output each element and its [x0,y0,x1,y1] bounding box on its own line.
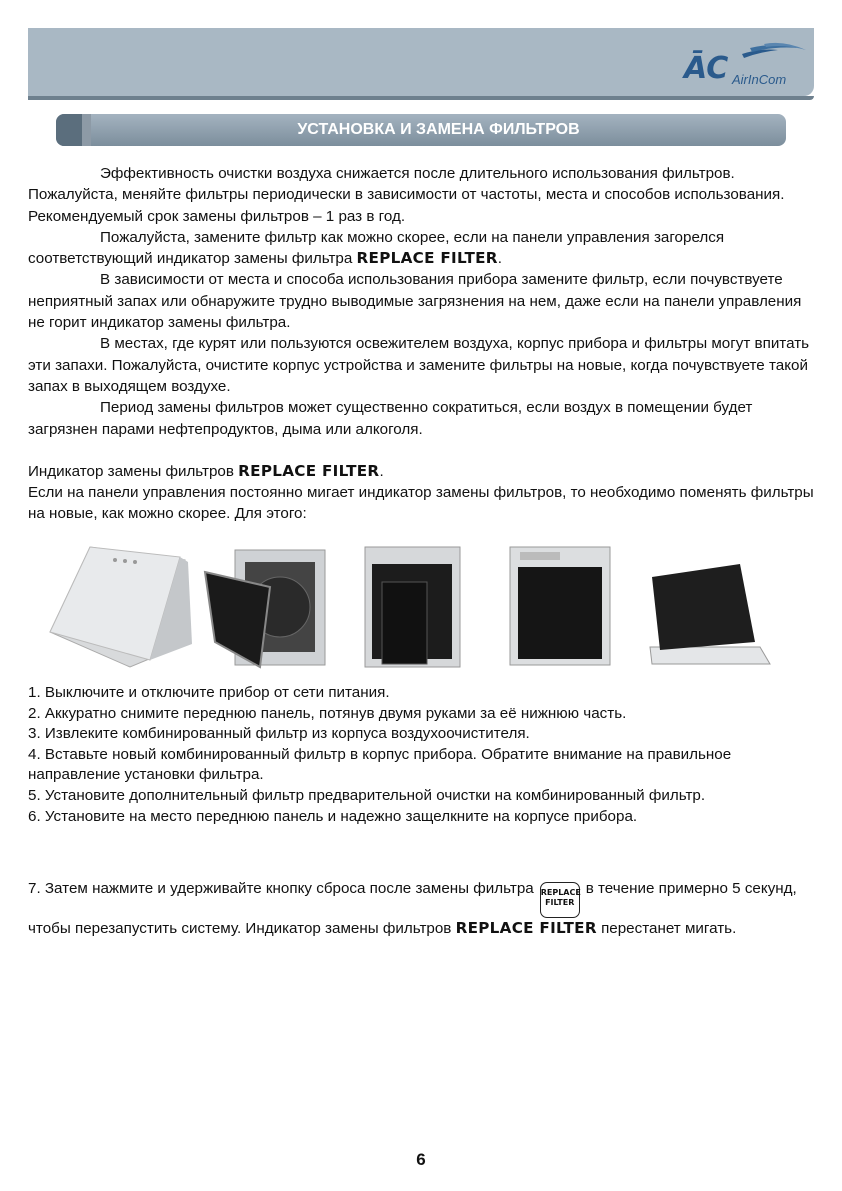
page-number: 6 [416,1150,426,1169]
header-divider [28,96,814,100]
step-item: 6. Установите на место переднюю панель и надежно защелкните на корпусе прибора. [28,807,638,825]
step-item: 3. Извлеките комбинированный фильтр из корпуса воздухоочистителя. [28,725,530,743]
svg-text:ĀC: ĀC [684,51,729,86]
step-item: 2. Аккуратно снимите переднюю панель, потянув двумя руками за её нижнюю часть. [28,704,627,722]
paragraph-indicator: Пожалуйста, замените фильтр как можно скорее, если на панели управления загорелся соответствующий индикатор замены фильтра REPLACE FILTER. [28,228,725,268]
photo-filter-extraction [365,547,460,667]
indicator-text: Если на панели управления постоянно мигает индикатор замены фильтров, то необходимо поменять фильтры на новые, как можно скорее. Для этого: [28,484,814,523]
paragraph-pollution: Период замены фильтров может существенно сократиться, если воздух в помещении будет загрязнен парами нефтепродуктов, дыма или алкоголя. [28,399,753,438]
paragraph-smell: В зависимости от места и способа использования прибора замените фильтр, если почувствуете неприятный запах или обнаружите трудно выводимые загрязнения на нем, даже если на панели управления не горит индикатор замены фильтра. [28,271,802,332]
section-tab-dark [56,114,82,146]
filter-replacement-photos [40,542,810,672]
photo-unit-panel-closed [50,547,192,667]
airincom-logo [680,40,810,90]
replace-filter-label: REPLACE FILTER [238,461,380,480]
step-7: 7. Затем нажмите и удерживайте кнопку сброса после замены фильтра REPLACE FILTER в течение примерно 5 секунд, чтобы перезапустить систему. Индикатор замены фильтров REPLACE FILTER перестанет мигать. [28,880,797,937]
step-item: 1. Выключите и отключите прибор от сети питания. [28,684,390,701]
spacer [28,440,814,461]
paragraph-smoking: В местах, где курят или пользуются освежителем воздуха, корпус прибора и фильтры могут впитать эти запахи. Пожалуйста, очистите корпус устройства и замените фильтры на новые, когда почувствуете такой запах в выходящем воздухе. [28,335,810,395]
replace-filter-label: REPLACE FILTER [356,249,498,268]
step-item: 5. Установите дополнительный фильтр предварительной очистки на комбинированный фильтр. [28,786,706,804]
indicator-heading: Индикатор замены фильтров REPLACE FILTER. [28,461,384,480]
step-item: 4. Вставьте новый комбинированный фильтр в корпус прибора. Обратите внимание на правильное направление установки фильтра. [28,745,732,784]
photo-panel-removal [205,550,325,667]
replace-filter-label: REPLACE FILTER [455,919,597,937]
intro-text [28,163,814,525]
replace-filter-button-icon: REPLACE FILTER [540,882,580,918]
paragraph-efficiency: Эффективность очистки воздуха снижается после длительного использования фильтров. Пожалуйста, меняйте фильтры периодически в зависимости от частоты, места и способов использования. Рекомендуемый срок замены фильтров – 1 раз в год. [28,165,785,225]
logo-text: AirInCom [732,72,787,87]
section-tab-light [82,114,91,146]
section-title: УСТАНОВКА И ЗАМЕНА ФИЛЬТРОВ [297,121,580,138]
steps-list [28,683,814,827]
photo-new-filter [510,547,610,665]
photo-prefilter [650,564,770,664]
section-header [56,114,786,146]
